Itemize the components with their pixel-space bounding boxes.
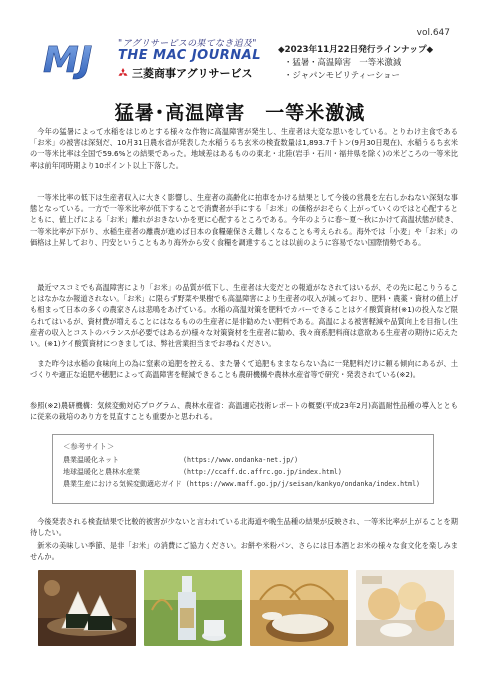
company-label: 三菱商事アグリサービス [132,67,253,80]
company-name [118,65,252,81]
article-paragraph: 一等米比率の低下は生産者収入に大きく影響し、生産者の高齢化に拍車をかける結果として今後の営農を左右しかねない深刻な事態となっている。一方で一等米比率が低下することで消費者が手にする「お米」の価格がおそらく上がっていくのではと心配するとともに、値上げによる「お米」離れがおきないかを更に心配するところである。今年のように春～夏～秋にかけて高温状態が続き、一等米比率が下がり、水稲生産者の離農が進めば日本の食糧確保さえ難しくなることも考えられる。海外では「小麦」や「お米」の価格は上昇しており、円安ということもあり海外から安く食糧を調達することは以前のように容易でない国際情勢である。 [30,193,458,247]
article-paragraph: また昨今は水稲の食味向上の為に窒素の追肥を控える、また暑くて追肥もままならない為に一発肥料だけに頼る傾向にあるが、土づくりや適正な追肥や穂肥によって高温障害を軽減できることも農研機構や農林水産省等で研究・発表されている(※2)。 [30,359,458,380]
issue-date-line: ◆2023年11月22日発行ラインナップ◆ [278,45,434,55]
reference-sites-box [52,434,434,504]
reference-site-url[interactable]: (https://www.ondanka-net.jp/) [183,456,299,464]
mj-logo [40,36,112,80]
closing-paragraph: 今後発表される検査結果で比較的被害が少ないと言われている北海道や晩生品種の結果が反映され、一等米比率が上がることを期待したい。 [30,517,458,538]
reference-site [63,454,423,466]
lineup-item: ・猛暑・高温障害 一等米激減 [284,57,402,67]
reference-sites-title: ＜参考サイト＞ [63,442,115,451]
reference-site-url[interactable]: (http://ccaff.dc.affrc.go.jp/index.html) [183,468,342,476]
reference-site-name: 地球温暖化と農林水産業 [63,468,140,476]
rice-grain-photo [250,570,348,646]
reference-site [63,466,423,478]
photo-strip [30,570,458,646]
lineup-item: ・ジャパンモビリティーショー [284,70,400,80]
reference-site-url[interactable]: (https://www.maff.go.jp/j/seisan/kankyo/ondanka/index.html) [185,480,421,488]
brand-name: THE MAC JOURNAL [118,48,261,63]
reference-site-name: 農業生産における気候変動適応ガイド [63,480,182,488]
lineup-list [284,56,401,82]
rice-flour-bread-photo [356,570,454,646]
slogan: "アグリサービスの果てなき追及" [118,39,257,49]
mitsubishi-mark-icon [118,68,128,78]
article-paragraph: 今年の猛暑によって水稲をはじめとする様々な作物に高温障害が発生し、生産者は大変な思いをしている。とりわけ主食である「お米」の被害は深刻だ、10月31日農水省が発表した水稲うるち玄米の検査数量は1,893.7千トン(9月30日現在)、水稲うるち玄米の一等米比率は全国で59.6%との結果であった。地域差はあるものの東北・北陸(岩手・石川・福井県を除く)の米どころの一等米比率は前年同時期より10ポイント以上下落した。 [30,127,458,170]
reference-site-name: 農業温暖化ネット [63,456,119,464]
rice-ball-photo [38,570,136,646]
newsletter-header [0,0,480,92]
article-title: 猛暑･高温障害 一等米激減 [114,102,366,124]
sake-bottle-photo [144,570,242,646]
svg-text:MJ: MJ [43,40,93,80]
reference-note: 参照(※2)農研機構：気候変動対応プログラム、農林水産省：高温適応技術レポートの概要(平成23年2月)高温耐性品種の導入とともに従来の栽培のあり方を見直すことも重要かと思われる。 [30,401,458,422]
volume-number: vol.647 [416,28,450,38]
mj-logo-icon [40,36,112,80]
reference-site [63,478,423,490]
closing-paragraph: 新米の美味しい季節、是非「お米」の消費にご協力ください。お餅や米粉パン、さらには日本酒とお米の様々な食文化を楽しみませんか。 [30,541,458,562]
article-paragraph: 最近マスコミでも高温障害により「お米」の品質が低下し、生産者は大変だとの報道がなされてはいるが、その先に起こりうることはなかなか報道されない。「お米」に限らず野菜や果樹でも高温障害により生産者の収入が減っており、肥料・農薬・資材の値上げも相まって日本の多くの農家さんは悲鳴をあげている。水稲の高温対策を肥料でカバーできることはケイ酸質資材(※1)の投入など限られてはいるが、資材費が増えることにはなるものの生産者に是非勧めたい肥料である。高温による被害軽減や品質向上を目指し(生産者の収入とコストのバランスが必要ではあるが)様々な対策資材を生産者に勧め、我々商系肥料商は意欲ある生産者の期待に応えたい。(※1)ケイ酸質資材につきましては、弊社営業担当までお尋ねください。 [30,283,458,349]
